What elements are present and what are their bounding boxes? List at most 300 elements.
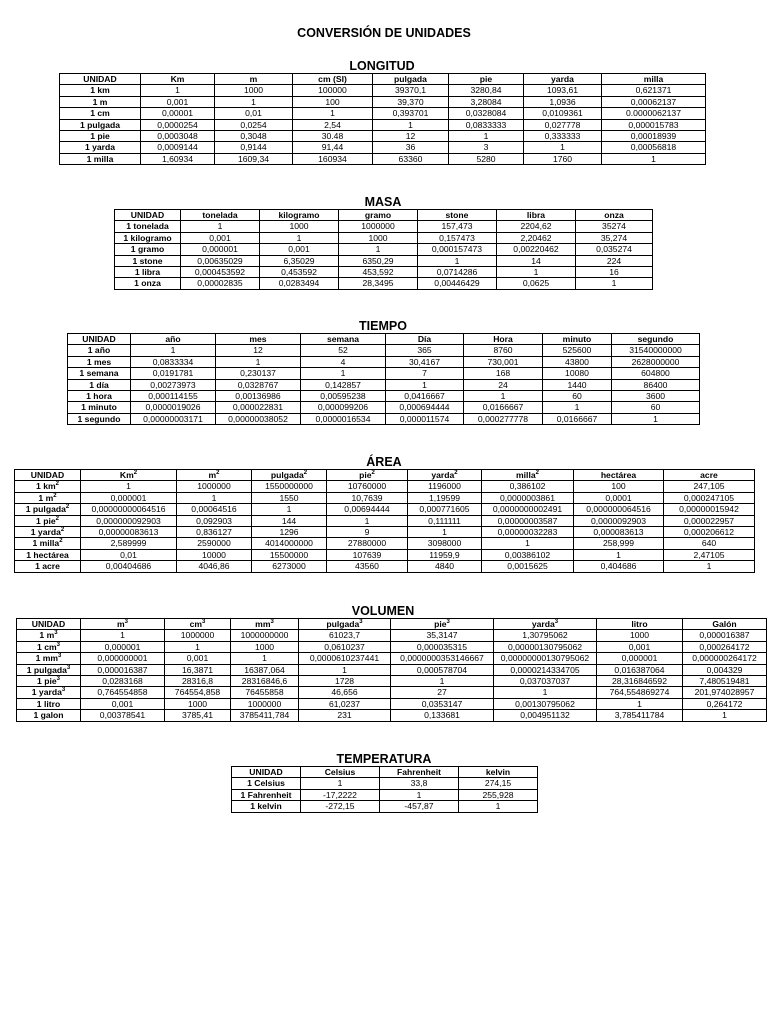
conversion-value: 0,00694444 — [327, 504, 408, 515]
conversion-value: 0,01 — [81, 549, 177, 560]
conversion-value: 0,01 — [215, 108, 293, 119]
conversion-value: 35,274 — [576, 232, 653, 243]
conversion-value: 12 — [216, 345, 301, 356]
conversion-value: 28316,8 — [165, 676, 231, 687]
table-row — [17, 710, 767, 721]
conversion-value: 10000 — [177, 549, 252, 560]
conversion-value: 0,0714286 — [418, 267, 497, 278]
conversion-value: 43800 — [543, 356, 612, 367]
conversion-value: 100 — [574, 481, 664, 492]
conversion-value: 1 — [81, 481, 177, 492]
conversion-value: 0,00635029 — [181, 255, 260, 266]
column-header: Celsius — [301, 767, 380, 778]
conversion-value: 0,000022957 — [664, 515, 755, 526]
column-header: UNIDAD — [17, 619, 81, 630]
conversion-value: 0,0009144 — [141, 142, 215, 153]
conversion-value: 1000 — [260, 221, 339, 232]
conversion-value: 258,999 — [574, 538, 664, 549]
conversion-value: 10080 — [543, 368, 612, 379]
section-volumen — [16, 604, 757, 722]
conversion-value: 1000000 — [165, 630, 231, 641]
conversion-value: 0,00000015942 — [664, 504, 755, 515]
conversion-value: 0,000099206 — [301, 402, 386, 413]
row-unit-label: 1 galon — [17, 710, 81, 721]
header-row — [232, 767, 538, 778]
conversion-value: 0,000277778 — [464, 413, 543, 424]
section-title: ÁREA — [366, 455, 402, 469]
conversion-value: 1 — [391, 676, 494, 687]
conversion-value: 0,000001 — [181, 244, 260, 255]
conversion-value: 0,133681 — [391, 710, 494, 721]
conversion-value: 255,928 — [459, 789, 538, 800]
conversion-value: 1 — [373, 119, 449, 130]
row-unit-label: 1 pie$^2$ — [15, 515, 81, 526]
conversion-value: 1000 — [231, 641, 299, 652]
conversion-value: 1000 — [215, 85, 293, 96]
conversion-value: 0,0003048 — [141, 131, 215, 142]
conversion-value: 1 — [339, 244, 418, 255]
row-unit-label: 1 Celsius — [232, 778, 301, 789]
conversion-value: -457,87 — [380, 801, 459, 812]
column-header: pie$^2$ — [327, 470, 408, 481]
conversion-value: 525600 — [543, 345, 612, 356]
row-unit-label: 1 $mm^3$ — [17, 653, 81, 664]
conversion-value: 1 — [449, 131, 524, 142]
table-row — [60, 119, 706, 130]
conversion-value: 27880000 — [327, 538, 408, 549]
conversion-value: 0,0625 — [497, 278, 576, 289]
conversion-value: 764,554869274 — [597, 687, 683, 698]
conversion-value: 3600 — [612, 391, 700, 402]
document-title: CONVERSIÓN DE UNIDADES — [297, 26, 471, 40]
column-header: Hora — [464, 334, 543, 345]
conversion-value: 231 — [299, 710, 391, 721]
conversion-value: 15500000 — [252, 549, 327, 560]
row-unit-label: 1 $cm^3$ — [17, 641, 81, 652]
conversion-value: 1 — [408, 527, 482, 538]
row-unit-label: 1 yarda$^3$ — [17, 687, 81, 698]
section-title: TEMPERATURA — [336, 752, 432, 766]
conversion-value: 0,000694444 — [386, 402, 464, 413]
column-header: semana — [301, 334, 386, 345]
conversion-value: 0,000114155 — [131, 391, 216, 402]
column-header: kelvin — [459, 767, 538, 778]
conversion-value: 0,001 — [81, 698, 165, 709]
table-row — [17, 630, 767, 641]
conversion-value: 0,027778 — [524, 119, 602, 130]
conversion-value: 0,00056818 — [602, 142, 706, 153]
conversion-value: 0,0353147 — [391, 698, 494, 709]
conversion-value: 1,19599 — [408, 492, 482, 503]
column-header: Km — [141, 74, 215, 85]
conversion-value: 0,00000032283 — [482, 527, 574, 538]
conversion-value: 30,4167 — [386, 356, 464, 367]
conversion-value: 1 — [299, 664, 391, 675]
conversion-value: 76455858 — [231, 687, 299, 698]
conversion-value: 43560 — [327, 561, 408, 572]
conversion-value: 224 — [576, 255, 653, 266]
table-row — [68, 368, 700, 379]
conversion-value: 1 — [380, 789, 459, 800]
conversion-value: 1 — [327, 515, 408, 526]
table-row — [15, 561, 755, 572]
conversion-value: 0,000247105 — [664, 492, 755, 503]
conversion-value: 0,0109361 — [524, 108, 602, 119]
table-row — [15, 527, 755, 538]
conversion-value: 0,00000000064516 — [81, 504, 177, 515]
conversion-value: 0,000264172 — [683, 641, 767, 652]
conversion-value: 0,016387064 — [597, 664, 683, 675]
row-unit-label: 1 pulgada$^2$ — [15, 504, 81, 515]
conversion-value: 1 — [301, 368, 386, 379]
header-row — [17, 619, 767, 630]
column-header: Fahrenheit — [380, 767, 459, 778]
row-unit-label: 1 día — [68, 379, 131, 390]
conversion-value: 6273000 — [252, 561, 327, 572]
column-header: libra — [497, 210, 576, 221]
conversion-value: 0,00386102 — [482, 549, 574, 560]
column-header: milla$^2$ — [482, 470, 574, 481]
row-unit-label: 1 Fahrenheit — [232, 789, 301, 800]
row-unit-label: 1 tonelada — [115, 221, 181, 232]
table-row — [68, 402, 700, 413]
column-header: stone — [418, 210, 497, 221]
conversion-value: 31540000000 — [612, 345, 700, 356]
conversion-value: 1 — [482, 538, 574, 549]
conversion-value: 1 — [131, 345, 216, 356]
column-header: UNIDAD — [68, 334, 131, 345]
conversion-value: 0,0000016534 — [301, 413, 386, 424]
row-unit-label: 1 $km^2$ — [15, 481, 81, 492]
conversion-value: 60 — [612, 402, 700, 413]
conversion-value: 35,3147 — [391, 630, 494, 641]
conversion-value: 1093,61 — [524, 85, 602, 96]
conversion-value: 764554,858 — [165, 687, 231, 698]
table-row — [232, 778, 538, 789]
conversion-value: 0,000015783 — [602, 119, 706, 130]
column-header: UNIDAD — [115, 210, 181, 221]
conversion-value: 0,000771605 — [408, 504, 482, 515]
header-row — [68, 334, 700, 345]
column-header: hectárea — [574, 470, 664, 481]
conversion-value: 1196000 — [408, 481, 482, 492]
section-title: TIEMPO — [359, 319, 407, 333]
conversion-value: 11959,9 — [408, 549, 482, 560]
conversion-value: 1 — [293, 108, 373, 119]
conversion-value: 0,000011574 — [386, 413, 464, 424]
table-row — [60, 153, 706, 164]
conversion-value: 91,44 — [293, 142, 373, 153]
column-header: pie$^3$ — [391, 619, 494, 630]
conversion-value: 2,47105 — [664, 549, 755, 560]
table-row — [15, 481, 755, 492]
section-title: LONGITUD — [349, 59, 415, 73]
conversion-value: 1 — [524, 142, 602, 153]
conversion-value: 0,000001 — [81, 492, 177, 503]
conversion-value: 2628000000 — [612, 356, 700, 367]
table-row — [15, 492, 755, 503]
column-header: yarda$^3$ — [494, 619, 597, 630]
conversion-value: 4 — [301, 356, 386, 367]
table-row — [15, 538, 755, 549]
table-row — [17, 676, 767, 687]
column-header: tonelada — [181, 210, 260, 221]
section-longitud — [59, 59, 705, 165]
conversion-value: 0,0000610237441 — [299, 653, 391, 664]
conversion-value: 1 — [494, 687, 597, 698]
conversion-value: 0,00220462 — [497, 244, 576, 255]
conversion-value: 1000 — [597, 630, 683, 641]
conversion-value: 1 — [464, 391, 543, 402]
conversion-value: 4046,86 — [177, 561, 252, 572]
conversion-value: 6,35029 — [260, 255, 339, 266]
conversion-value: 168 — [464, 368, 543, 379]
section-tiempo — [67, 319, 699, 425]
conversion-value: 60 — [543, 391, 612, 402]
conversion-value: 10,7639 — [327, 492, 408, 503]
conversion-value: 1 — [576, 278, 653, 289]
column-header: kilogramo — [260, 210, 339, 221]
conversion-value: 0,9144 — [215, 142, 293, 153]
conversion-value: 0,000000064516 — [574, 504, 664, 515]
conversion-value: 0,0166667 — [543, 413, 612, 424]
conversion-value: 0,001 — [165, 653, 231, 664]
conversion-value: 0,0283168 — [81, 676, 165, 687]
conversion-value: 0,00000083613 — [81, 527, 177, 538]
conversion-value: 107639 — [327, 549, 408, 560]
column-header: acre — [664, 470, 755, 481]
conversion-value: 1000000 — [339, 221, 418, 232]
conversion-value: 61,0237 — [299, 698, 391, 709]
column-header: $cm^3$ — [165, 619, 231, 630]
conversion-value: 0,001 — [597, 641, 683, 652]
conversion-value: 0,00404686 — [81, 561, 177, 572]
conversion-value: 0,00000130795062 — [494, 641, 597, 652]
table-row — [60, 96, 706, 107]
conversion-value: 1 — [177, 492, 252, 503]
conversion-value: 0,00000003171 — [131, 413, 216, 424]
conversion-value: 274,15 — [459, 778, 538, 789]
conversion-value: 0,0416667 — [386, 391, 464, 402]
column-header: $m^2$ — [177, 470, 252, 481]
row-unit-label: 1 onza — [115, 278, 181, 289]
section-title: VOLUMEN — [351, 604, 415, 618]
conversion-value: 0,001 — [260, 244, 339, 255]
conversion-value: -17,2222 — [301, 789, 380, 800]
conversion-value: 4014000000 — [252, 538, 327, 549]
conversion-value: 0,037037037 — [494, 676, 597, 687]
conversion-value: 24 — [464, 379, 543, 390]
conversion-value: 0,00000038052 — [216, 413, 301, 424]
conversion-value: 0,0833333 — [449, 119, 524, 130]
conversion-value: 35274 — [576, 221, 653, 232]
section-area — [14, 455, 754, 573]
conversion-value: 1 — [543, 402, 612, 413]
row-unit-label: 1 libra — [115, 267, 181, 278]
row-unit-label: 1 acre — [15, 561, 81, 572]
table-row — [115, 232, 653, 243]
row-unit-label: 1 yarda$^2$ — [15, 527, 81, 538]
conversion-value: 0,000001 — [81, 641, 165, 652]
row-unit-label: 1 mes — [68, 356, 131, 367]
conversion-value: 365 — [386, 345, 464, 356]
conversion-value: 16 — [576, 267, 653, 278]
conversion-value: 0,000453592 — [181, 267, 260, 278]
conversion-table — [67, 333, 700, 425]
column-header: $mm^3$ — [231, 619, 299, 630]
conversion-value: 10760000 — [327, 481, 408, 492]
row-unit-label: 1 kelvin — [232, 801, 301, 812]
row-unit-label: 1 hectárea — [15, 549, 81, 560]
table-row — [60, 142, 706, 153]
conversion-value: 1000 — [165, 698, 231, 709]
row-unit-label: 1 litro — [17, 698, 81, 709]
conversion-value: 0,0283494 — [260, 278, 339, 289]
column-header: pie — [449, 74, 524, 85]
conversion-value: 63360 — [373, 153, 449, 164]
conversion-value: 1609,34 — [215, 153, 293, 164]
column-header: Día — [386, 334, 464, 345]
conversion-value: 0,0254 — [215, 119, 293, 130]
conversion-value: 1 — [664, 561, 755, 572]
conversion-value: 1000000000 — [231, 630, 299, 641]
section-temperatura — [231, 752, 537, 813]
conversion-value: 16,3871 — [165, 664, 231, 675]
table-row — [60, 131, 706, 142]
conversion-value: 0,764554858 — [81, 687, 165, 698]
row-unit-label: 1 kilogramo — [115, 232, 181, 243]
row-unit-label: 1 gramo — [115, 244, 181, 255]
conversion-value: 0,0328084 — [449, 108, 524, 119]
column-header: mes — [216, 334, 301, 345]
conversion-value: 7 — [386, 368, 464, 379]
table-row — [115, 267, 653, 278]
conversion-table — [14, 469, 755, 573]
table-row — [68, 379, 700, 390]
table-row — [17, 664, 767, 675]
conversion-value: 36 — [373, 142, 449, 153]
conversion-value: 1,0936 — [524, 96, 602, 107]
column-header: $m^3$ — [81, 619, 165, 630]
conversion-value: 28316846,6 — [231, 676, 299, 687]
row-unit-label: 1 milla$^2$ — [15, 538, 81, 549]
conversion-value: 27 — [391, 687, 494, 698]
conversion-value: 2,54 — [293, 119, 373, 130]
conversion-value: 0,111111 — [408, 515, 482, 526]
conversion-value: 30.48 — [293, 131, 373, 142]
conversion-value: 1 — [301, 778, 380, 789]
conversion-value: 0,0000000002491 — [482, 504, 574, 515]
conversion-value: 730,001 — [464, 356, 543, 367]
row-unit-label: 1 año — [68, 345, 131, 356]
conversion-value: 0,00595238 — [301, 391, 386, 402]
column-header: UNIDAD — [232, 767, 301, 778]
row-unit-label: 1 cm — [60, 108, 141, 119]
conversion-value: 1 — [81, 630, 165, 641]
conversion-value: 0,000083613 — [574, 527, 664, 538]
table-row — [115, 255, 653, 266]
conversion-value: 0,000016387 — [81, 664, 165, 675]
conversion-value: 1,30795062 — [494, 630, 597, 641]
conversion-value: 0,0000254 — [141, 119, 215, 130]
conversion-value: 8760 — [464, 345, 543, 356]
conversion-value: 1296 — [252, 527, 327, 538]
header-row — [15, 470, 755, 481]
row-unit-label: 1 milla — [60, 153, 141, 164]
conversion-value: 0,00130795062 — [494, 698, 597, 709]
conversion-value: 0,000022831 — [216, 402, 301, 413]
conversion-value: 1 — [165, 641, 231, 652]
conversion-value: 5280 — [449, 153, 524, 164]
column-header: pulgada$^3$ — [299, 619, 391, 630]
conversion-value: 0,157473 — [418, 232, 497, 243]
conversion-value: 0,0328767 — [216, 379, 301, 390]
row-unit-label: 1 $m^2$ — [15, 492, 81, 503]
conversion-table — [114, 209, 653, 290]
conversion-value: 1 — [181, 221, 260, 232]
conversion-value: 0,393701 — [373, 108, 449, 119]
column-header: Galón — [683, 619, 767, 630]
conversion-value: 0,000578704 — [391, 664, 494, 675]
conversion-value: 0,0001 — [574, 492, 664, 503]
conversion-value: 0,621371 — [602, 85, 706, 96]
table-row — [60, 108, 706, 119]
conversion-value: 1 — [602, 153, 706, 164]
table-row — [115, 221, 653, 232]
conversion-value: 0,0833334 — [131, 356, 216, 367]
column-header: onza — [576, 210, 653, 221]
conversion-value: 0,0000000353146667 — [391, 653, 494, 664]
conversion-value: 0,142857 — [301, 379, 386, 390]
conversion-value: 0,264172 — [683, 698, 767, 709]
conversion-value: 0,000000264172 — [683, 653, 767, 664]
conversion-value: 16387,064 — [231, 664, 299, 675]
conversion-value: 0,000000001 — [81, 653, 165, 664]
row-unit-label: 1 pulgada$^3$ — [17, 664, 81, 675]
conversion-value: 0,230137 — [216, 368, 301, 379]
conversion-value: 0,00064516 — [177, 504, 252, 515]
column-header: litro — [597, 619, 683, 630]
conversion-value: 0,00001 — [141, 108, 215, 119]
conversion-value: 1 — [386, 379, 464, 390]
row-unit-label: 1 semana — [68, 368, 131, 379]
conversion-value: 3 — [449, 142, 524, 153]
conversion-value: 6350,29 — [339, 255, 418, 266]
table-row — [17, 687, 767, 698]
conversion-value: 160934 — [293, 153, 373, 164]
conversion-value: 1550000000 — [252, 481, 327, 492]
conversion-value: 604800 — [612, 368, 700, 379]
table-row — [68, 345, 700, 356]
column-header: cm (SI) — [293, 74, 373, 85]
conversion-value: 247,105 — [664, 481, 755, 492]
table-row — [17, 698, 767, 709]
conversion-value: 1 — [597, 698, 683, 709]
row-unit-label: 1 stone — [115, 255, 181, 266]
row-unit-label: 1 m — [60, 96, 141, 107]
conversion-value: 3098000 — [408, 538, 482, 549]
conversion-value: 4840 — [408, 561, 482, 572]
conversion-value: 1 — [574, 549, 664, 560]
conversion-value: 1 — [252, 504, 327, 515]
conversion-value: 1 — [459, 801, 538, 812]
conversion-value: 0,0000003861 — [482, 492, 574, 503]
row-unit-label: 1 minuto — [68, 402, 131, 413]
table-row — [68, 391, 700, 402]
conversion-value: 0,0000092903 — [574, 515, 664, 526]
section-title: MASA — [364, 195, 402, 209]
conversion-value: 0,453592 — [260, 267, 339, 278]
